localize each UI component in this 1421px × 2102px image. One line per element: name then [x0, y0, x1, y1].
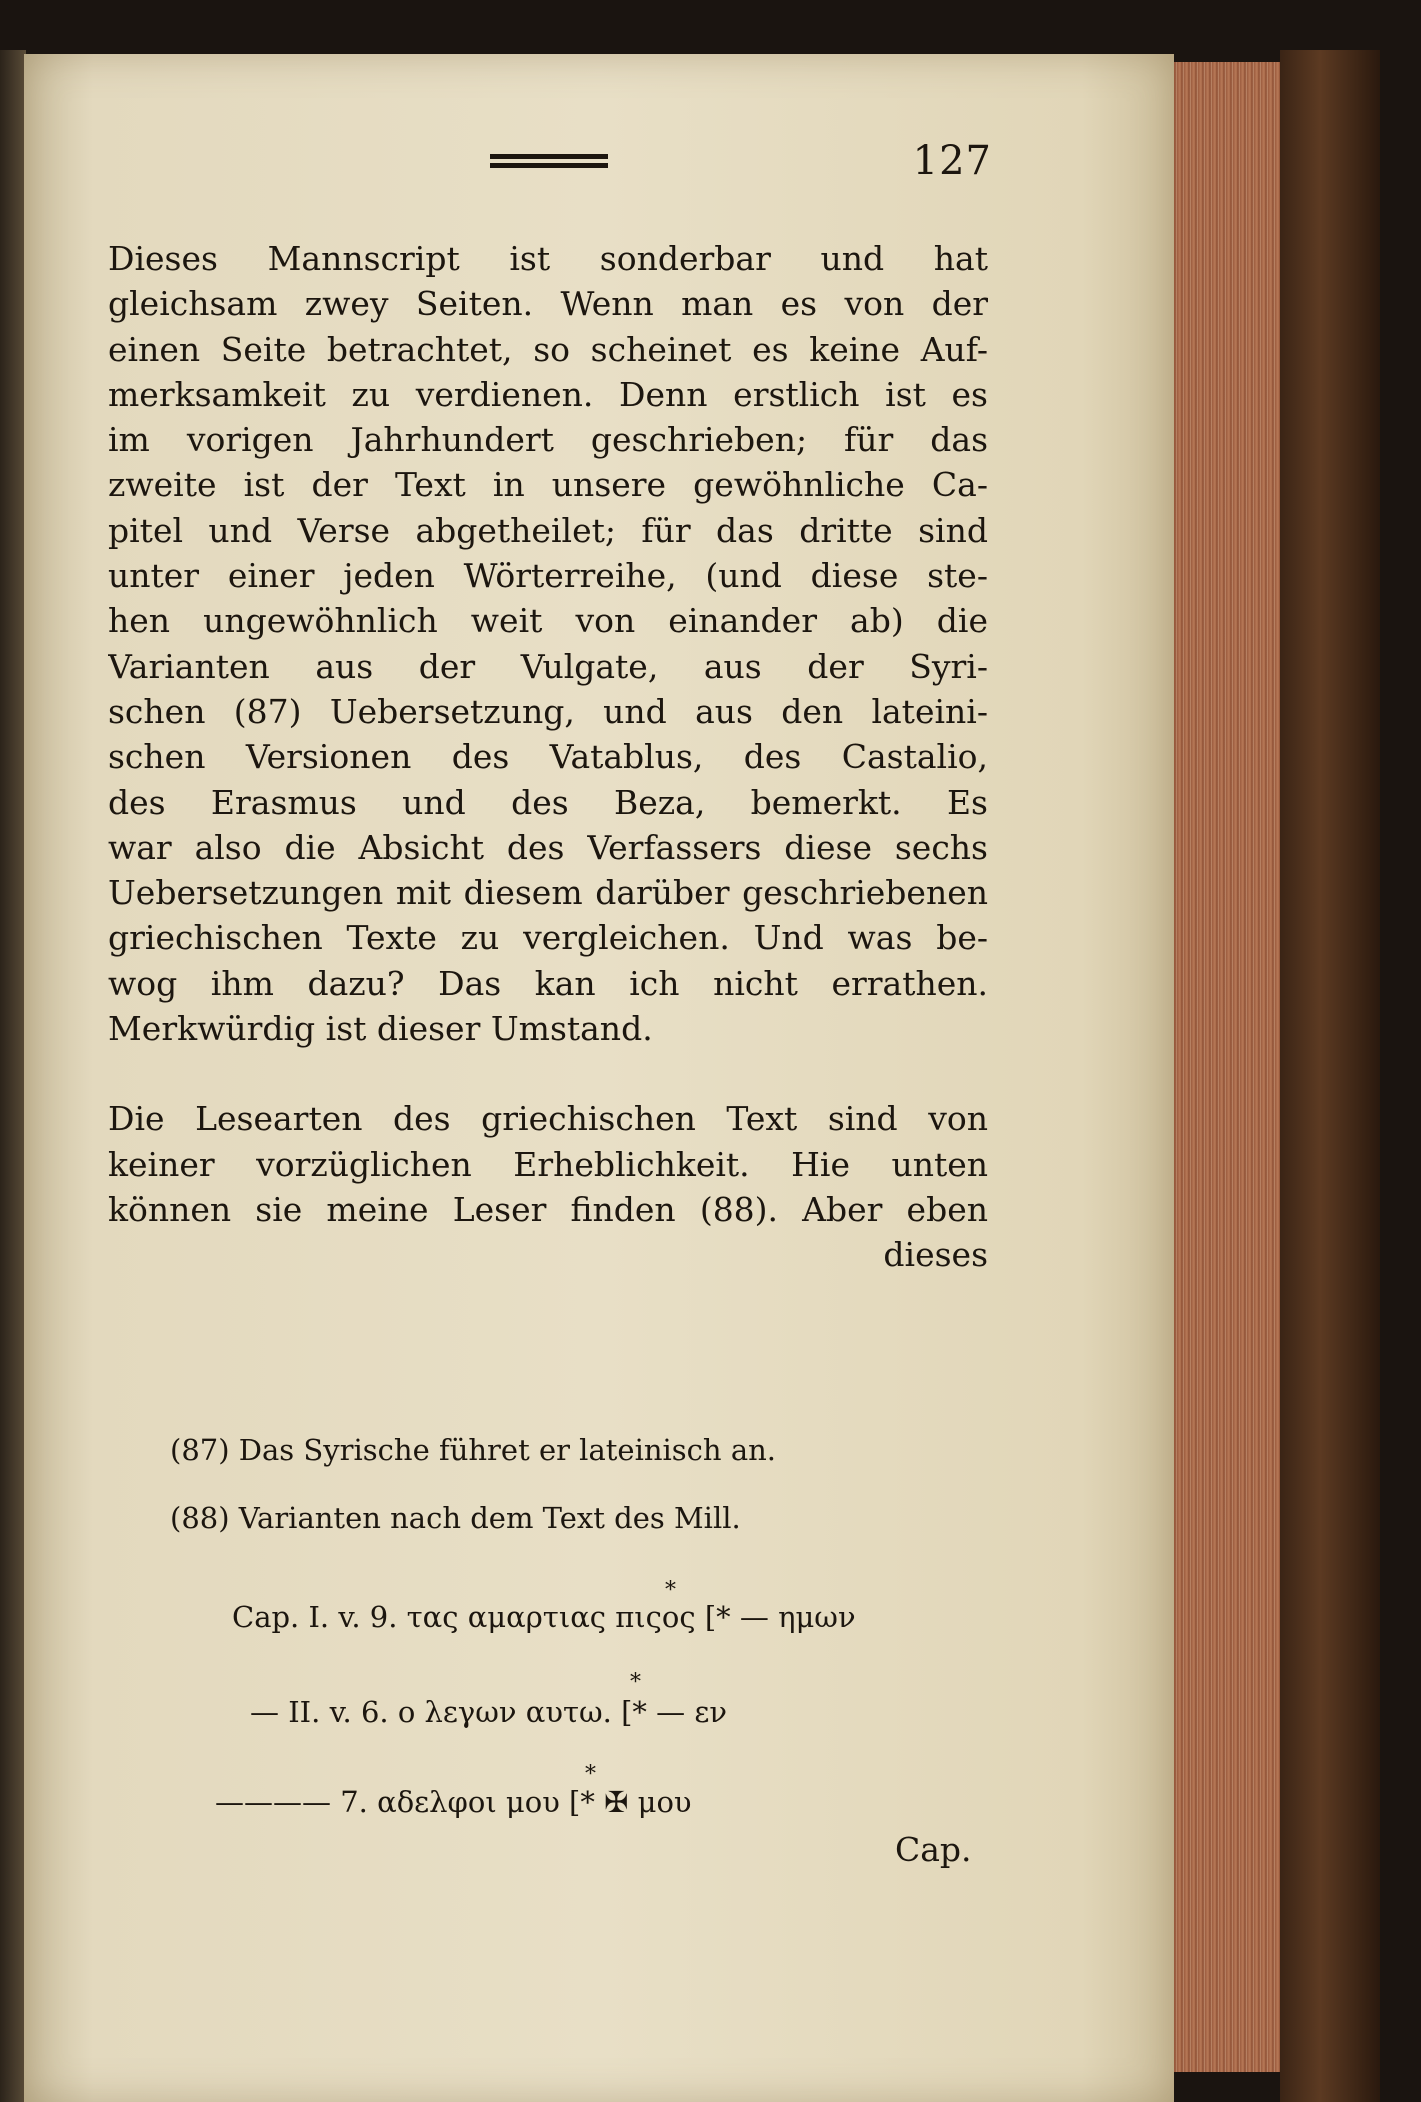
variant-line-3: ———— 7. αδελφοι μου [* ✠ μου — [215, 1785, 692, 1819]
footnotes — [170, 1430, 1030, 1538]
text-line: können sie meine Leser finden (88). Aber eben — [108, 1189, 988, 1229]
book-cover-right — [1280, 50, 1380, 2102]
footnote-87: (87) Das Syrische führet er lateinisch an. — [170, 1433, 776, 1467]
text-line: pitel und Verse abgetheilet; für das dritte sind — [108, 510, 988, 550]
text-line: zweite ist der Text in unsere gewöhnliche Ca- — [108, 465, 988, 505]
catchword: dieses — [883, 1235, 988, 1275]
bottom-catchword: Cap. — [895, 1830, 972, 1869]
text-line: hen ungewöhnlich weit von einander ab) die — [108, 601, 988, 641]
text-line: war also die Absicht des Verfassers diese sechs — [108, 827, 988, 867]
text-line: wog ihm dazu? Das kan ich nicht errathen. — [108, 963, 988, 1003]
text-line: gleichsam zwey Seiten. Wenn man es von der — [108, 284, 988, 324]
page-number: 127 — [912, 138, 992, 184]
text-line: im vorigen Jahrhundert geschrieben; für das — [108, 420, 988, 460]
text-line: Uebersetzungen mit diesem darüber geschriebenen — [108, 873, 988, 913]
variant-line-1: Cap. I. v. 9. τας αμαρτιας πιςος [* — ημων — [232, 1600, 856, 1634]
text-line: merksamkeit zu verdienen. Denn erstlich ist es — [108, 374, 988, 414]
asterisk-mark: * — [665, 1578, 676, 1603]
text-line: Dieses Mannscript ist sonderbar und hat — [108, 239, 988, 278]
paragraph-2 — [108, 1096, 988, 1232]
text-line: unter einer jeden Wörterreihe, (und diese ste- — [108, 556, 988, 596]
text-line: schen (87) Uebersetzung, und aus den lateini- — [108, 691, 988, 731]
paragraph-1 — [108, 236, 988, 1051]
variant-line-2: — II. v. 6. ο λεγων αυτω. [* — εν — [250, 1695, 727, 1729]
text-line: griechischen Texte zu vergleichen. Und was be- — [108, 918, 988, 958]
asterisk-mark: * — [630, 1670, 641, 1695]
asterisk-mark: * — [585, 1762, 596, 1787]
text-line: Varianten aus der Vulgate, aus der Syri- — [108, 646, 988, 686]
text-line: schen Versionen des Vatablus, des Castalio, — [108, 737, 988, 777]
book-spine-left — [0, 50, 26, 2102]
main-text — [108, 236, 988, 1277]
text-line: keiner vorzüglichen Erheblichkeit. Hie unten — [108, 1144, 988, 1184]
footnote-88: (88) Varianten nach dem Text des Mill. — [170, 1501, 741, 1535]
page-edges — [1168, 62, 1290, 2072]
text-line: Merkwürdig ist dieser Umstand. — [108, 1009, 653, 1049]
text-line: des Erasmus und des Beza, bemerkt. Es — [108, 782, 988, 822]
text-line: Die Lesearten des griechischen Text sind von — [108, 1099, 988, 1139]
header-ornament-rule — [490, 154, 608, 172]
text-line: einen Seite betrachtet, so scheinet es keine Auf- — [108, 329, 988, 369]
